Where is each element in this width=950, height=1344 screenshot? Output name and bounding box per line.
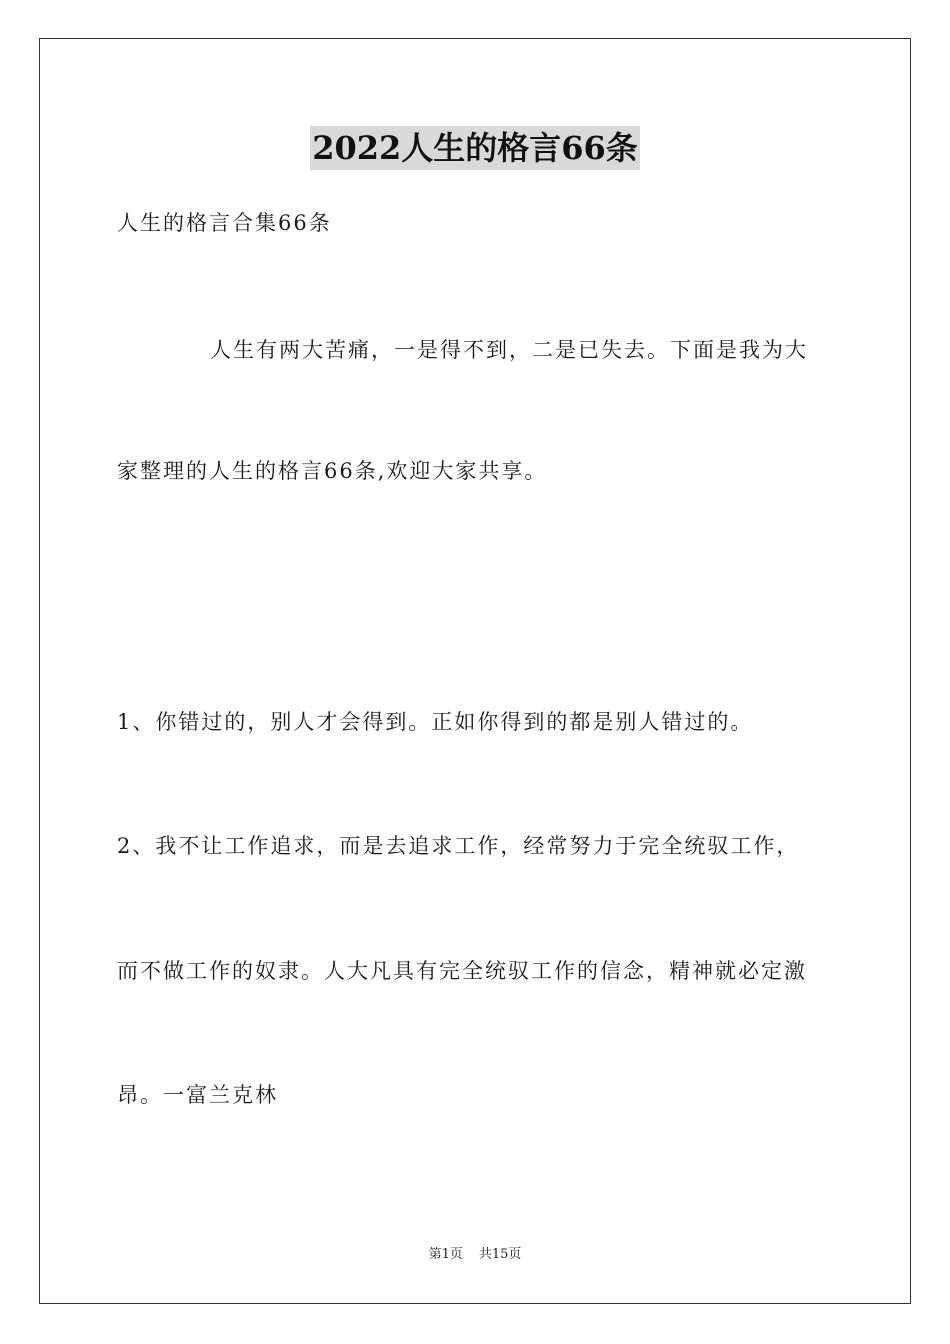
quote-2-line-3: 昂。一富兰克林 [117, 1083, 278, 1107]
document-title-block [0, 126, 950, 170]
quote-2-line-2: 而不做工作的奴隶。人大凡具有完全统驭工作的信念，精神就必定激 [117, 959, 807, 983]
intro-line-1: 人生有两大苦痛，一是得不到，二是已失去。下面是我为大 [210, 338, 808, 362]
page-number: 第1页 [428, 1247, 463, 1262]
page-footer [0, 1246, 950, 1264]
document-subtitle: 人生的格言合集66条 [117, 211, 332, 235]
quote-1-line-1: 1、你错过的，别人才会得到。正如你得到的都是别人错过的。 [117, 710, 754, 734]
document-title: 2022人生的格言66条 [310, 126, 640, 170]
page-total: 共15页 [478, 1247, 522, 1262]
quote-2-line-1: 2、我不让工作追求，而是去追求工作，经常努力于完全统驭工作， [117, 834, 800, 858]
intro-line-2: 家整理的人生的格言66条,欢迎大家共享。 [117, 459, 548, 483]
